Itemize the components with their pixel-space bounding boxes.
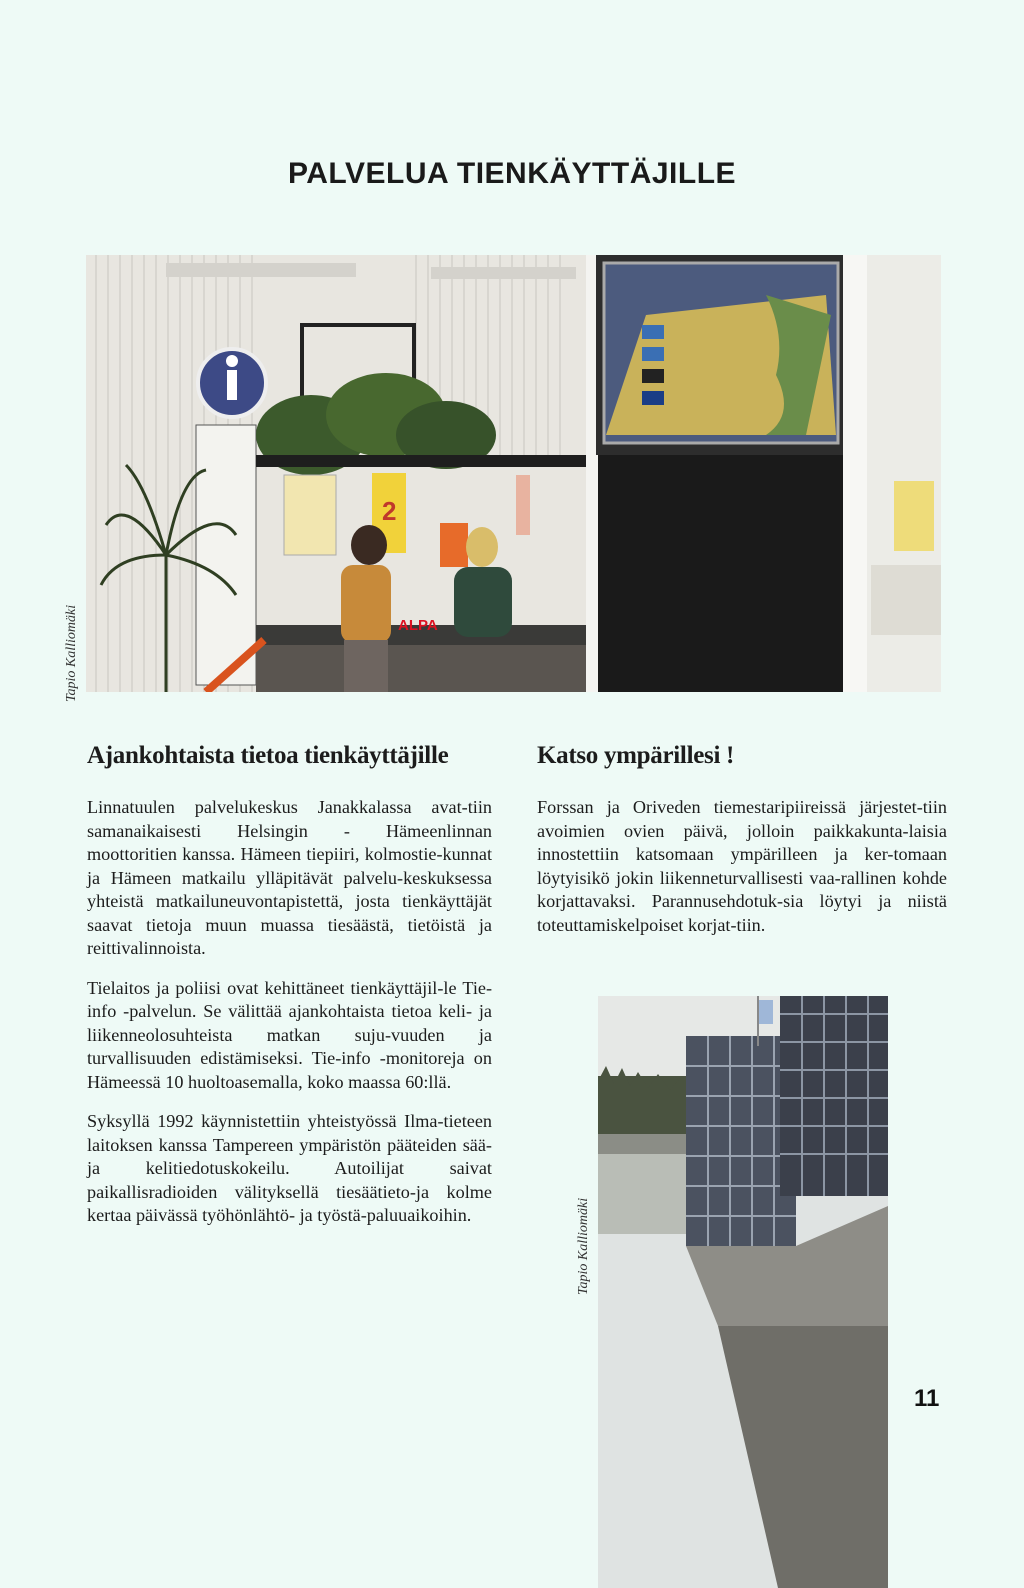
page-title: PALVELUA TIENKÄYTTÄJILLE	[287, 157, 737, 190]
article-right	[537, 742, 947, 953]
service-center-illustration	[86, 255, 941, 692]
article-heading: Ajankohtaista tietoa tienkäyttäjille	[87, 742, 449, 769]
counter-sign-text: ALPA	[398, 617, 438, 634]
article-paragraph: Linnatuulen palvelukeskus Janakkalassa avat-tiin samanaikaisesti Helsingin - Hämeenlinnan moottoritien kanssa. Hämeen tiepiiri, kolmostie-kunnat ja Hämeen matkailu ylläpitävät palvelu-keskuksessa yhteistä matkailuneuvontapistettä, josta tienkäyttäjät saavat tietoja muun muassa tiesäästä, tietöistä ja reittivalinnoista.	[87, 797, 492, 958]
poster-number: 2	[382, 496, 397, 526]
article-heading: Katso ympärillesi !	[537, 742, 735, 769]
page-number: 11	[914, 1385, 940, 1412]
building-photo	[598, 996, 888, 1588]
article-paragraph: Syksyllä 1992 käynnistettiin yhteistyössä Ilma-tieteen laitoksen kanssa Tampereen ympäristön pääteiden sää- ja kelitiedotuskokeilu. Autoilijat saivat paikallisradioiden välityksellä tiesäätieto-ja kolme kertaa päivässä työhönlähtö- ja työstä-paluuaikoihin.	[87, 1111, 492, 1225]
article-left	[87, 742, 492, 1244]
article-paragraph: Tielaitos ja poliisi ovat kehittäneet tienkäyttäjil-le Tie-info -palvelun. Se välittää ajankohtaista tietoa keli- ja liikenneolosuhteista matkan suju-vuuden ja turvallisuuden edistämiseksi. Tie-info -monitoreja on Hämeessä 10 huoltoasemalla, koko maassa 60:llä.	[87, 977, 492, 1092]
service-center-photo	[86, 255, 941, 692]
photo-credit: Tapio Kalliomäki	[64, 604, 79, 702]
photo-credit: Tapio Kalliomäki	[576, 1197, 591, 1295]
building-illustration	[598, 996, 888, 1588]
article-paragraph: Forssan ja Oriveden tiemestaripiireissä järjestet-tiin avoimien ovien päivä, jolloin paikkakunta-laisia innostettiin katsomaan ympärilleen ja ker-tomaan löytyisikö jokin liikenneturvallisesti vaa-rallinen kohde korjattavaksi. Parannusehdotuk-sia löytyi ja niistä toteuttamiskelpoiset korjat-tiin.	[537, 797, 947, 935]
